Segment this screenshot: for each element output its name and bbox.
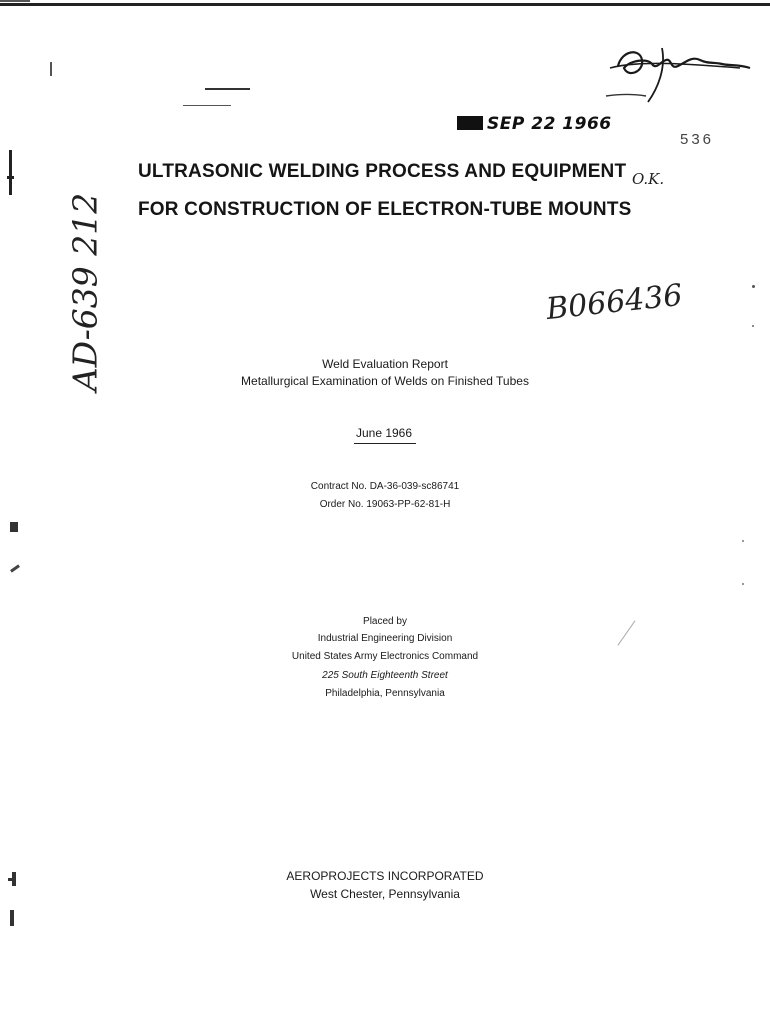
report-date-text: June 1966	[354, 425, 416, 444]
contract-number: Contract No. DA-36-039-sc86741	[310, 481, 460, 492]
placed-by-city: Philadelphia, Pennsylvania	[325, 688, 445, 699]
binding-mark	[10, 564, 20, 572]
top-edge-mark	[0, 0, 30, 2]
title-line-1: ULTRASONIC WELDING PROCESS AND EQUIPMENT	[138, 161, 627, 182]
margin-mark	[50, 62, 52, 76]
scan-speck	[742, 540, 744, 542]
scan-speck	[752, 325, 754, 327]
top-border-line	[0, 3, 770, 6]
order-number: Order No. 19063-PP-62-81-H	[319, 499, 451, 510]
report-type: Weld Evaluation Report	[322, 357, 448, 371]
binding-mark	[9, 150, 12, 195]
scan-speck	[752, 285, 755, 288]
document-number: 536	[680, 131, 715, 148]
binding-mark	[10, 910, 14, 926]
received-date: SEP 22 1966	[487, 114, 612, 134]
received-stamp	[457, 114, 612, 134]
handwritten-ad-number: AD-639 212	[65, 192, 105, 392]
title-line-2: FOR CONSTRUCTION OF ELECTRON-TUBE MOUNTS	[138, 199, 632, 220]
placed-by-division: Industrial Engineering Division	[317, 633, 453, 644]
handwritten-ok: O.K.	[632, 170, 665, 188]
signature	[600, 38, 760, 110]
placed-by-command: United States Army Electronics Command	[291, 651, 479, 662]
report-date	[0, 425, 770, 444]
binding-mark	[10, 522, 18, 532]
company-name: AEROPROJECTS INCORPORATED	[286, 869, 484, 883]
binding-mark	[7, 176, 14, 179]
company-location: West Chester, Pennsylvania	[310, 887, 460, 901]
scan-speck	[742, 583, 744, 585]
placed-by-label: Placed by	[363, 616, 407, 627]
pen-dash-mark	[205, 88, 250, 90]
handwritten-accession-number: B066436	[544, 277, 685, 328]
report-subtitle: Metallurgical Examination of Welds on Finished Tubes	[241, 374, 529, 388]
pen-dash-mark	[183, 105, 231, 106]
placed-by-street: 225 South Eighteenth Street	[322, 670, 448, 681]
